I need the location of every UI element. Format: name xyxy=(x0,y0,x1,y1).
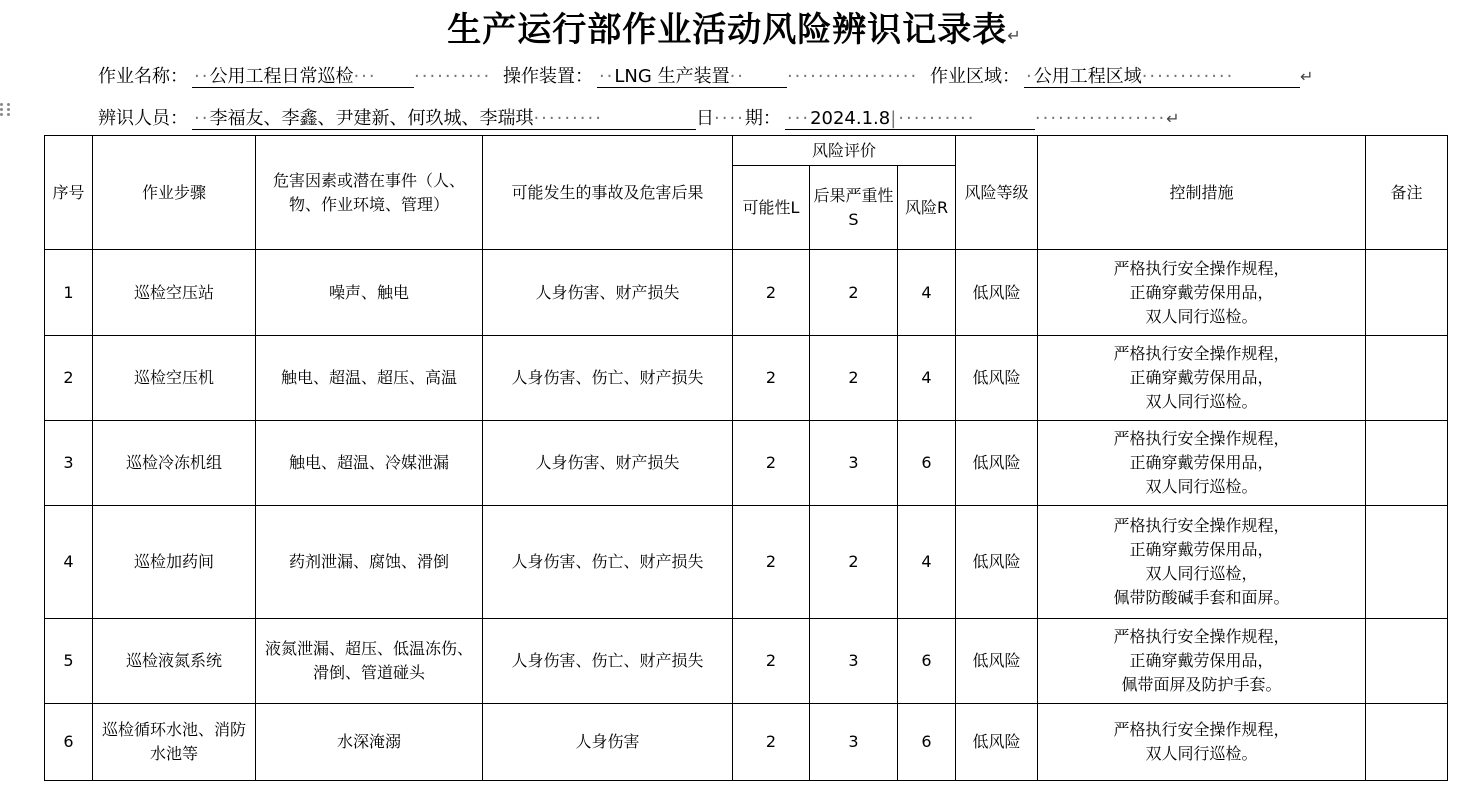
cell-r-text: 4 xyxy=(921,282,932,302)
measure-line: 严格执行安全操作规程， xyxy=(1113,344,1290,363)
cell-measures[interactable] xyxy=(1038,421,1366,506)
job-name-label: 作业名称： xyxy=(98,66,188,87)
job-name-field[interactable]: ··公用工程日常巡检··· xyxy=(192,67,414,88)
cell-level[interactable] xyxy=(956,250,1038,336)
cell-consequence-text: 人身伤害、伤亡、财产损失 xyxy=(511,368,704,387)
cell-hazard[interactable] xyxy=(256,506,483,619)
paragraph-mark: ↵ xyxy=(1166,109,1180,128)
cell-seq[interactable] xyxy=(45,336,93,421)
area-label: 作业区域： xyxy=(929,66,1020,87)
measure-line: 双人同行巡检。 xyxy=(1145,392,1258,411)
cell-consequence-text: 人身伤害、财产损失 xyxy=(535,453,680,472)
header-control-text: 控制措施 xyxy=(1169,182,1234,202)
cell-hazard-text: 噪声、触电 xyxy=(328,282,409,302)
cell-step-text: 巡检空压站 xyxy=(133,282,214,302)
header-control xyxy=(1038,136,1366,250)
cell-seq-text: 1 xyxy=(63,282,74,302)
meta-row-2: 辨识人员： ··李福友、李鑫、尹建新、何玖城、李瑞琪········· 日····期： ···2024.1.8|·········· ·················↵ xyxy=(98,108,1180,129)
cell-l-text: 2 xyxy=(765,732,777,751)
cell-consequence[interactable] xyxy=(483,421,733,506)
cell-step-text: 巡检加药间 xyxy=(133,552,214,571)
cell-step-text: 巡检空压机 xyxy=(133,368,214,387)
cell-s[interactable] xyxy=(810,619,898,704)
cell-level-text: 低风险 xyxy=(972,368,1021,387)
measure-line: 双人同行巡检， xyxy=(1145,564,1258,583)
measure-line: 正确穿戴劳保用品， xyxy=(1129,540,1274,559)
cell-consequence-text: 人身伤害、伤亡、财产损失 xyxy=(511,552,704,571)
header-step-text: 作业步骤 xyxy=(141,182,206,202)
cell-level-text: 低风险 xyxy=(972,732,1021,751)
header-level-text: 风险等级 xyxy=(964,182,1029,202)
cell-step[interactable] xyxy=(93,250,256,336)
header-seq xyxy=(45,136,93,250)
cell-consequence[interactable] xyxy=(483,619,733,704)
header-s xyxy=(810,166,898,250)
cell-measures[interactable] xyxy=(1038,704,1366,781)
date-label-1: 日 xyxy=(696,108,714,129)
cell-s[interactable] xyxy=(810,421,898,506)
header-l xyxy=(733,166,810,250)
cell-seq-text: 3 xyxy=(63,453,74,472)
measure-line: 双人同行巡检。 xyxy=(1145,306,1258,326)
cell-s[interactable] xyxy=(810,336,898,421)
header-seq-text: 序号 xyxy=(52,182,85,202)
cell-s[interactable] xyxy=(810,704,898,781)
measure-line: 佩带面屏及防护手套。 xyxy=(1121,675,1282,694)
cell-hazard-text: 药剂泄漏、腐蚀、滑倒 xyxy=(288,552,449,571)
header-hazard-text: 危害因素或潜在事件（人、物、作业环境、管理） xyxy=(272,170,465,214)
header-r xyxy=(898,166,956,250)
measure-line: 双人同行巡检。 xyxy=(1145,744,1258,763)
cell-remark[interactable] xyxy=(1366,250,1448,336)
cell-consequence-text: 人身伤害、伤亡、财产损失 xyxy=(511,651,704,670)
cell-l-text: 2 xyxy=(765,651,777,670)
cell-consequence[interactable] xyxy=(483,704,733,781)
cell-seq[interactable] xyxy=(45,704,93,781)
cell-level-text: 低风险 xyxy=(972,552,1021,571)
cell-step[interactable] xyxy=(93,506,256,619)
cell-l[interactable] xyxy=(733,704,810,781)
cell-step[interactable] xyxy=(93,336,256,421)
header-consequence-text: 可能发生的事故及危害后果 xyxy=(511,182,704,202)
device-label: 操作装置： xyxy=(502,66,593,87)
date-field[interactable]: ···2024.1.8|·········· xyxy=(785,109,1035,130)
device-value: LNG 生产装置 xyxy=(614,66,730,87)
cell-s-text: 2 xyxy=(848,552,859,571)
header-step xyxy=(93,136,256,250)
date-label-2: 期： xyxy=(744,108,781,129)
cell-step[interactable] xyxy=(93,619,256,704)
cell-hazard[interactable] xyxy=(256,336,483,421)
cell-hazard-text: 水深淹溺 xyxy=(336,732,401,751)
cell-step[interactable] xyxy=(93,704,256,781)
drag-handle-icon[interactable] xyxy=(0,103,12,125)
cell-measures[interactable] xyxy=(1038,336,1366,421)
risk-table xyxy=(44,135,1448,781)
cell-level-text: 低风险 xyxy=(972,651,1021,670)
header-remark xyxy=(1366,136,1448,250)
cell-r[interactable] xyxy=(898,336,956,421)
cell-remark[interactable] xyxy=(1366,421,1448,506)
cell-remark[interactable] xyxy=(1366,704,1448,781)
cell-seq[interactable] xyxy=(45,421,93,506)
table-row xyxy=(45,250,1448,336)
device-field[interactable]: ··LNG 生产装置·· xyxy=(597,67,787,88)
cell-level-text: 低风险 xyxy=(972,453,1021,472)
table-row xyxy=(45,704,1448,781)
cell-l[interactable] xyxy=(733,421,810,506)
cell-l-text: 2 xyxy=(765,552,777,571)
cell-measures[interactable] xyxy=(1038,250,1366,336)
cell-s-text: 3 xyxy=(848,453,859,472)
cell-consequence-text: 人身伤害 xyxy=(575,732,640,751)
cell-hazard-text: 液氮泄漏、超压、低温冻伤、滑倒、管道碰头 xyxy=(264,639,473,682)
cell-consequence[interactable] xyxy=(483,506,733,619)
cell-s-text: 3 xyxy=(848,732,859,751)
paragraph-mark: ↵ xyxy=(1299,67,1314,86)
meta-row-1: 作业名称： ··公用工程日常巡检··· ·········· 操作装置： ··LNG 生产装置·· ················· 作业区域： ·公用工程区域············ ↵ xyxy=(98,66,1314,87)
cell-s-text: 2 xyxy=(848,282,859,302)
paragraph-mark: ↵ xyxy=(1007,26,1022,45)
cell-seq-text: 4 xyxy=(63,552,74,571)
measure-line: 双人同行巡检。 xyxy=(1145,477,1258,496)
identifier-field[interactable]: ··李福友、李鑫、尹建新、何玖城、李瑞琪········· xyxy=(192,109,696,130)
cell-hazard[interactable] xyxy=(256,619,483,704)
cell-r-text: 6 xyxy=(921,732,932,751)
cell-remark[interactable] xyxy=(1366,506,1448,619)
cell-r[interactable] xyxy=(898,506,956,619)
cell-consequence[interactable] xyxy=(483,250,733,336)
cell-s-text: 3 xyxy=(848,651,859,670)
cell-r[interactable] xyxy=(898,619,956,704)
identifier-value: 李福友、李鑫、尹建新、何玖城、李瑞琪 xyxy=(209,108,534,129)
cell-l-text: 2 xyxy=(765,453,777,472)
cell-seq[interactable] xyxy=(45,506,93,619)
table-row xyxy=(45,619,1448,704)
cell-l-text: 2 xyxy=(765,368,777,387)
cell-seq-text: 5 xyxy=(63,651,74,670)
cell-remark[interactable] xyxy=(1366,619,1448,704)
cell-r-text: 6 xyxy=(921,651,932,670)
job-name-value: 公用工程日常巡检 xyxy=(209,66,354,87)
cell-remark[interactable] xyxy=(1366,336,1448,421)
cell-r[interactable] xyxy=(898,704,956,781)
date-value: 2024.1.8 xyxy=(810,108,891,129)
cell-hazard-text: 触电、超温、冷媒泄漏 xyxy=(288,453,449,472)
header-l-text: 可能性L xyxy=(742,197,800,217)
cell-hazard[interactable] xyxy=(256,250,483,336)
cell-level[interactable] xyxy=(956,421,1038,506)
measure-line: 严格执行安全操作规程， xyxy=(1113,429,1290,448)
cell-r[interactable] xyxy=(898,250,956,336)
header-s-text: 后果严重性S xyxy=(813,185,894,229)
cell-r-text: 4 xyxy=(921,368,932,387)
header-remark-text: 备注 xyxy=(1390,182,1423,202)
header-level xyxy=(956,136,1038,250)
measure-line: 正确穿戴劳保用品， xyxy=(1129,651,1274,670)
header-r-text: 风险R xyxy=(904,197,949,217)
cell-seq[interactable] xyxy=(45,250,93,336)
cell-level[interactable] xyxy=(956,704,1038,781)
header-hazard xyxy=(256,136,483,250)
cell-l[interactable] xyxy=(733,250,810,336)
cell-s-text: 2 xyxy=(848,368,859,387)
measure-line: 正确穿戴劳保用品， xyxy=(1129,368,1274,387)
header-consequence xyxy=(483,136,733,250)
cell-level[interactable] xyxy=(956,619,1038,704)
table-row xyxy=(45,336,1448,421)
cell-hazard[interactable] xyxy=(256,421,483,506)
cell-l[interactable] xyxy=(733,336,810,421)
measure-line: 严格执行安全操作规程， xyxy=(1113,720,1290,739)
cell-step[interactable] xyxy=(93,421,256,506)
document-title xyxy=(0,2,1469,51)
cell-l-text: 2 xyxy=(765,282,777,302)
cell-hazard-text: 触电、超温、超压、高温 xyxy=(280,368,457,387)
cell-step-text: 巡检冷冻机组 xyxy=(125,453,222,472)
measure-line: 严格执行安全操作规程， xyxy=(1113,516,1290,535)
measure-line: 正确穿戴劳保用品， xyxy=(1129,282,1274,302)
area-field[interactable]: ·公用工程区域············ xyxy=(1024,67,1300,88)
cell-r-text: 6 xyxy=(921,453,932,472)
table-row xyxy=(45,506,1448,619)
cell-level[interactable] xyxy=(956,336,1038,421)
measure-line: 佩带防酸碱手套和面屏。 xyxy=(1113,588,1290,607)
cell-r-text: 4 xyxy=(921,552,932,571)
cell-l[interactable] xyxy=(733,619,810,704)
title-text: 生产运行部作业活动风险辨识记录表 xyxy=(447,10,1008,50)
cell-seq-text: 2 xyxy=(63,368,74,387)
header-risk-eval-text: 风险评价 xyxy=(812,140,877,160)
identifier-label: 辨识人员： xyxy=(98,108,188,129)
cell-consequence-text: 人身伤害、财产损失 xyxy=(535,282,680,302)
measure-line: 严格执行安全操作规程， xyxy=(1113,627,1290,646)
measure-line: 正确穿戴劳保用品， xyxy=(1129,453,1274,472)
cell-l[interactable] xyxy=(733,506,810,619)
risk-table-body xyxy=(45,250,1448,781)
cell-consequence[interactable] xyxy=(483,336,733,421)
cell-s[interactable] xyxy=(810,250,898,336)
table-row xyxy=(45,421,1448,506)
cell-seq[interactable] xyxy=(45,619,93,704)
measure-line: 严格执行安全操作规程， xyxy=(1113,258,1290,278)
cell-seq-text: 6 xyxy=(63,732,74,751)
cell-step-text: 巡检循环水池、消防水池等 xyxy=(101,720,246,763)
cell-hazard[interactable] xyxy=(256,704,483,781)
cell-measures[interactable] xyxy=(1038,506,1366,619)
cell-measures[interactable] xyxy=(1038,619,1366,704)
cell-step-text: 巡检液氮系统 xyxy=(125,651,222,670)
area-value: 公用工程区域 xyxy=(1033,66,1142,87)
header-risk-eval xyxy=(733,136,956,166)
cell-level[interactable] xyxy=(956,506,1038,619)
cell-level-text: 低风险 xyxy=(972,282,1021,302)
cell-r[interactable] xyxy=(898,421,956,506)
cell-s[interactable] xyxy=(810,506,898,619)
